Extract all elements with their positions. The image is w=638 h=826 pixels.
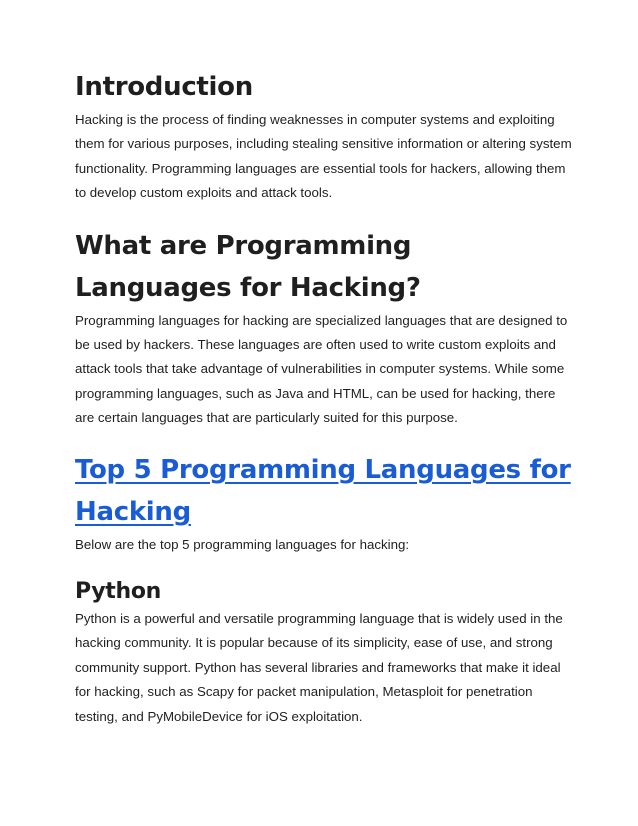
intro-heading: Introduction xyxy=(75,72,253,102)
top5-heading-link[interactable]: Top 5 Programming Languages for Hacking xyxy=(75,454,571,527)
intro-paragraph: Hacking is the process of finding weaknesses in computer systems and exploiting them for various purposes, including stealing sensitive information or altering system functionality. Programming languages are essential tools for hackers, allowing them to develop custom exploits and attack tools. xyxy=(75,112,572,201)
top5-paragraph: Below are the top 5 programming languages for hacking: xyxy=(75,536,410,552)
python-heading: Python xyxy=(75,579,162,605)
document-page xyxy=(75,66,575,729)
what-paragraph: Programming languages for hacking are specialized languages that are designed to be used by hackers. These languages are often used to write custom exploits and attack tools that take advantage of vulnerabilities in computer systems. While some programming languages, such as Java and HTML, can be used for hacking, there are certain languages that are particularly suited for this purpose. xyxy=(75,312,568,426)
what-heading: What are Programming Languages for Hacking? xyxy=(75,230,421,303)
python-paragraph: Python is a powerful and versatile programming language that is widely used in the hacking community. It is popular because of its simplicity, ease of use, and strong community support. Python has several libraries and frameworks that make it ideal for hacking, such as Scapy for packet manipulation, Metasploit for penetration testing, and PyMobileDevice for iOS exploitation. xyxy=(75,611,563,724)
